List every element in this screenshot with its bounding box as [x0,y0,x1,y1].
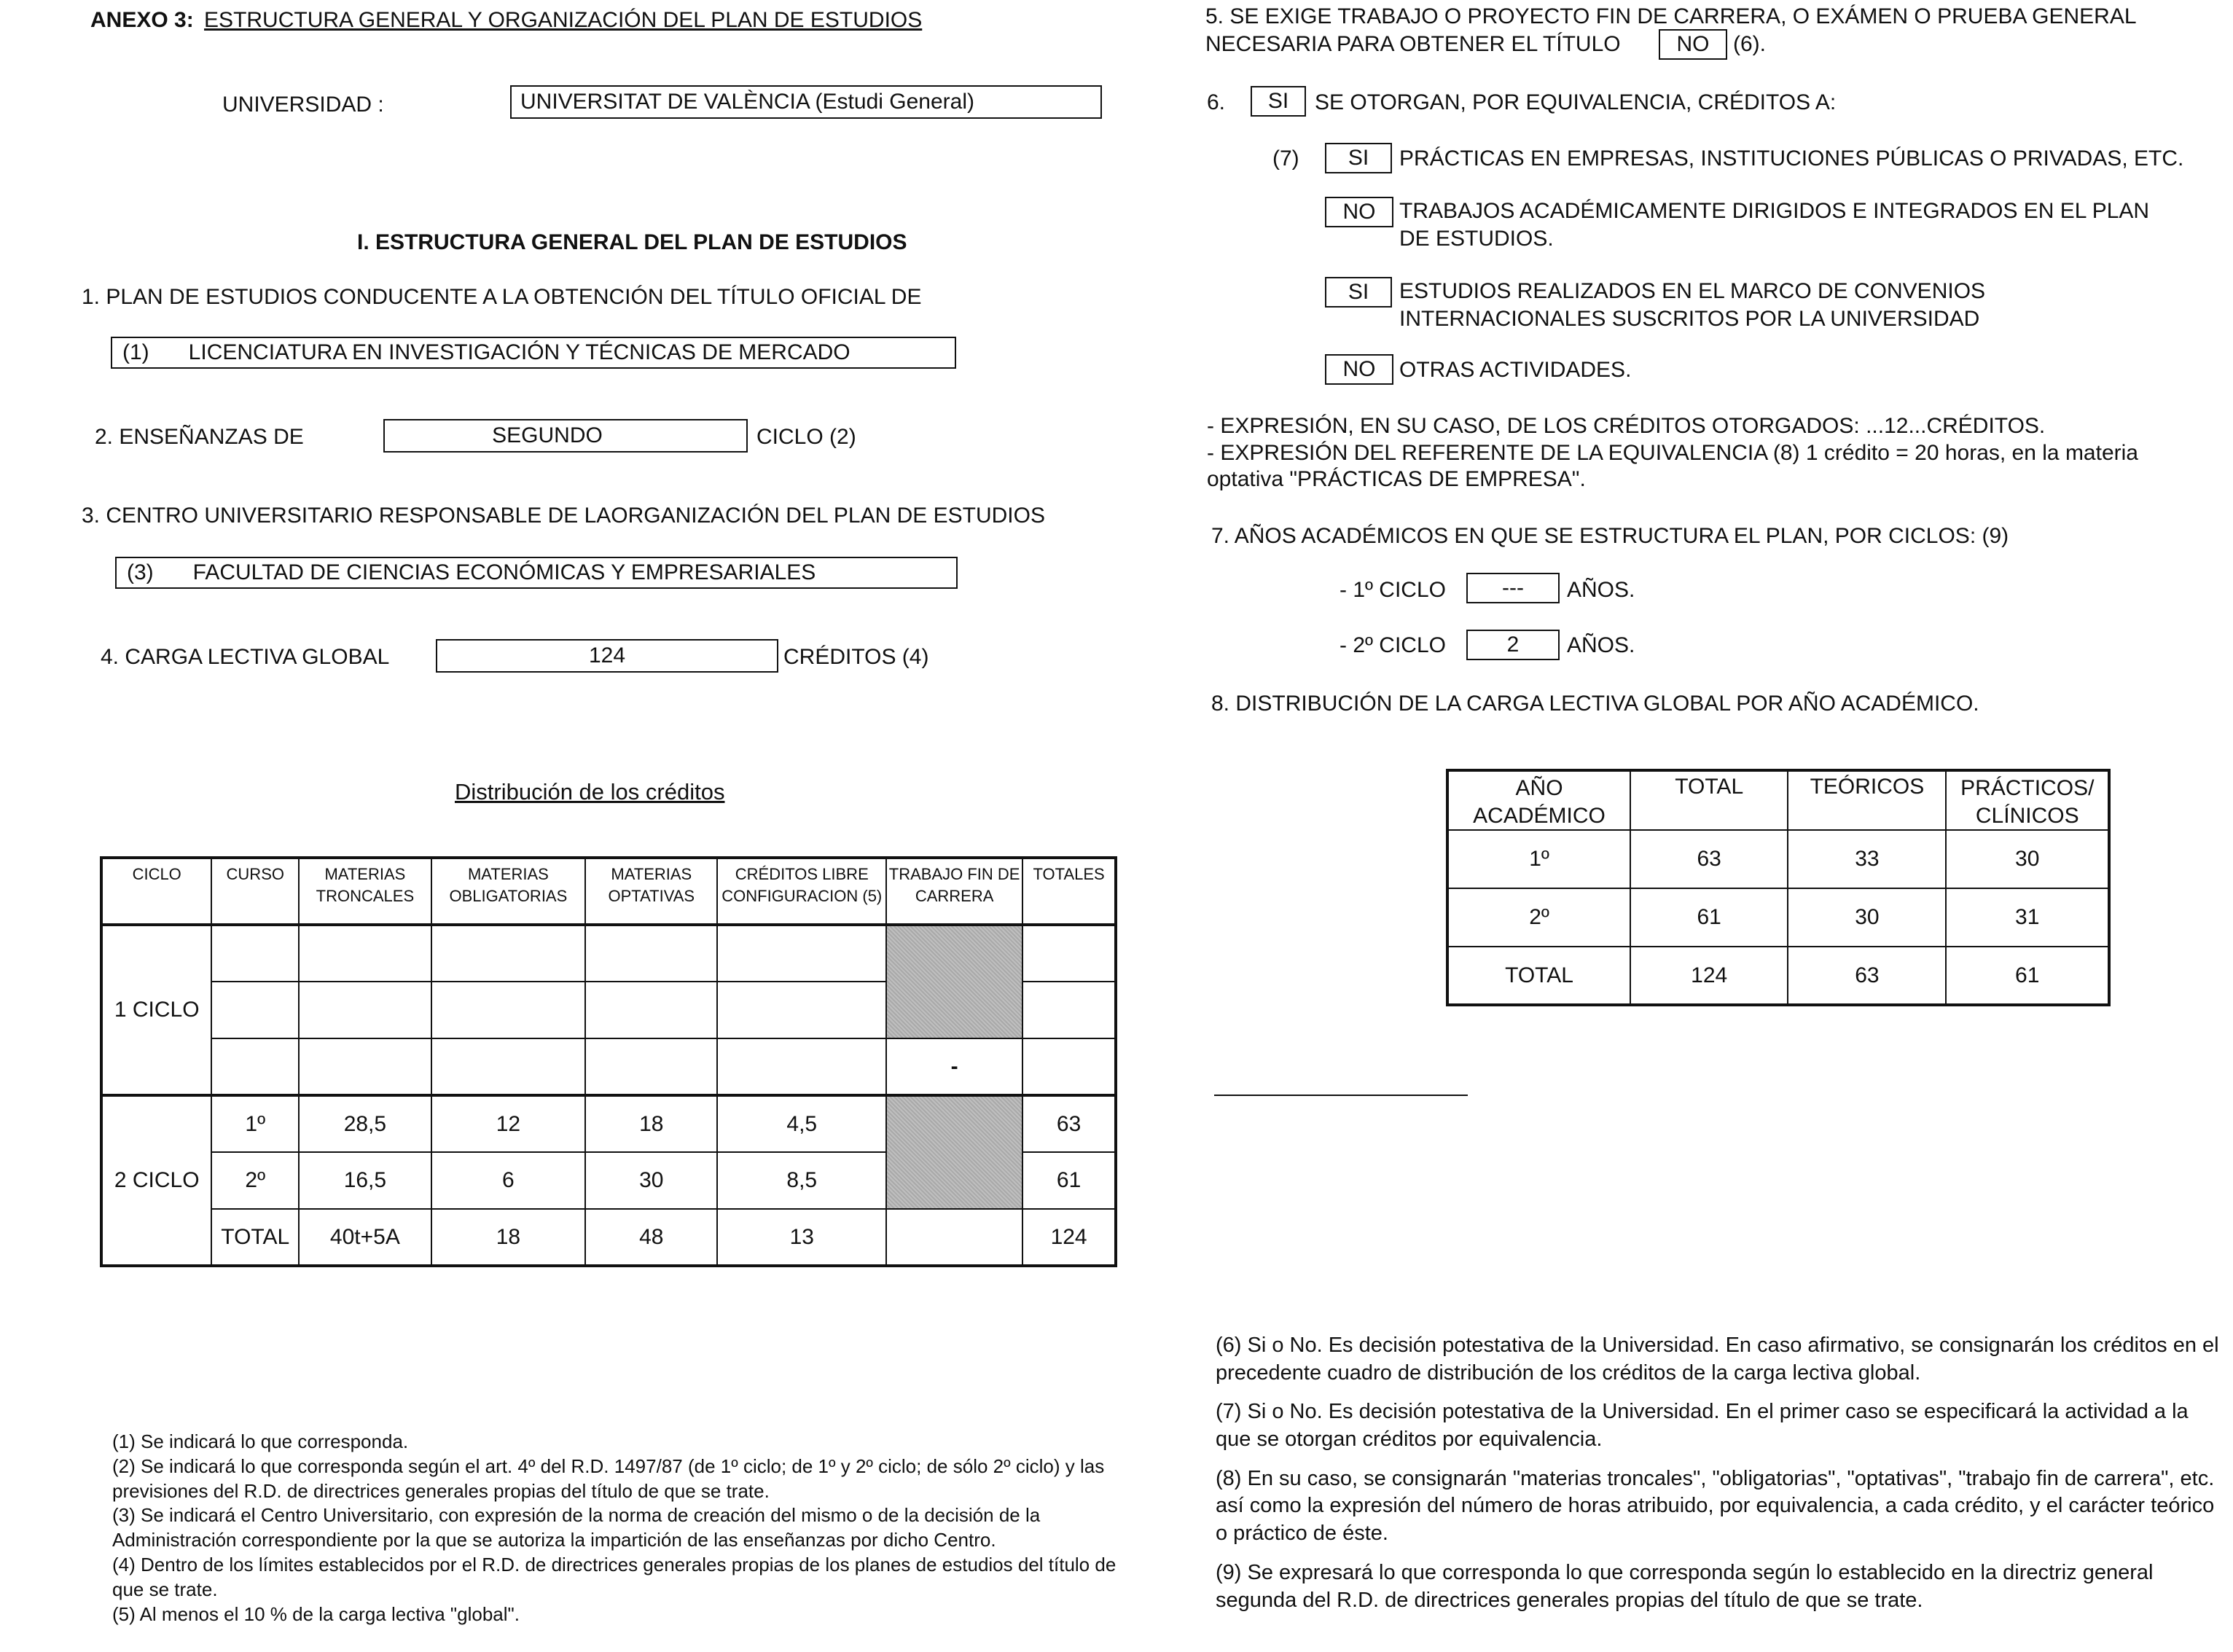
footnote: (8) En su caso, se consignarán "materias troncales", "obligatorias", "optativas", "trabajo fin de carrera", etc. así como la expresión del número de horas atribuido, por equivalencia, a cada crédito, y el carácter teórico o práctico de éste. [1216,1466,2215,1546]
table-row [1447,830,2109,888]
cell: 31 [1946,888,2109,947]
item8-text: 8. DISTRIBUCIÓN DE LA CARGA LECTIVA GLOBAL POR AÑO ACADÉMICO. [1211,692,1979,716]
center-value: FACULTAD DE CIENCIAS ECONÓMICAS Y EMPRESARIALES [192,560,816,584]
header-trabajo: TRABAJO FIN DE CARRERA [886,858,1022,925]
opt3-value: SI [1348,280,1369,304]
years-unit: AÑOS. [1567,578,1635,602]
opt-ref: (7) [1272,146,1299,171]
footnote-separator [1214,1095,1468,1096]
footnote: (2) Se indicará lo que corresponda según el art. 4º del R.D. 1497/87 (de 1º ciclo; de 1º y 2º ciclo; de sólo 2º ciclo) y las previsiones del R.D. de directrices generales propias del título de que se trate. [112,1455,1105,1502]
opt2-line1: TRABAJOS ACADÉMICAMENTE DIRIGIDOS E INTEGRADOS EN EL PLAN [1399,199,2150,223]
cell: 1º [1447,830,1630,888]
cycle2-label: 2 CICLO [101,1095,211,1266]
opt1-value: SI [1348,146,1369,170]
cell: 30 [585,1152,717,1209]
university-field [510,85,1102,119]
cell: TOTAL [211,1209,299,1266]
annex-header [90,7,922,34]
cell: 2º [1447,888,1630,947]
credit-distribution-table [100,856,1117,1267]
footnote: (1) Se indicará lo que corresponda. [112,1430,409,1452]
opt4-text: OTRAS ACTIVIDADES. [1399,358,1632,382]
cycle1-years-value: --- [1502,576,1524,600]
cell: 18 [431,1209,585,1266]
degree-value: LICENCIATURA EN INVESTIGACIÓN Y TÉCNICAS DE MERCADO [188,340,850,364]
cycle-value: SEGUNDO [492,423,603,447]
cell: 40t+5A [299,1209,431,1266]
cycle1-years-field [1466,573,1560,603]
years-unit: AÑOS. [1567,633,1635,657]
cell: 18 [585,1095,717,1152]
load-value: 124 [588,643,626,668]
left-footnotes [112,1430,1129,1626]
expr1: - EXPRESIÓN, EN SU CASO, DE LOS CRÉDITOS OTORGADOS: ...12...CRÉDITOS. [1207,414,2046,438]
annex-title: ESTRUCTURA GENERAL Y ORGANIZACIÓN DEL PLAN DE ESTUDIOS [204,8,923,32]
item4-suffix: CRÉDITOS (4) [783,645,929,669]
item5-line1: 5. SE EXIGE TRABAJO O PROYECTO FIN DE CARRERA, O EXÁMEN O PRUEBA GENERAL [1205,4,2137,28]
degree-ref: (1) [122,340,149,364]
cell: 63 [1788,947,1946,1005]
cell: 48 [585,1209,717,1266]
cell: 61 [1022,1152,1116,1209]
cell: 13 [717,1209,886,1266]
table-row [101,1209,1116,1266]
opt3-line1: ESTUDIOS REALIZADOS EN EL MARCO DE CONVENIOS [1399,279,1986,303]
table-row [1447,947,2109,1005]
center-field [115,557,958,589]
item5-value: NO [1676,32,1710,56]
cycle1-years-label: - 1º CICLO [1340,578,1446,602]
opt1-text: PRÁCTICAS EN EMPRESAS, INSTITUCIONES PÚBLICAS O PRIVADAS, ETC. [1399,146,2184,171]
table-row [101,1038,1116,1095]
cell: 16,5 [299,1152,431,1209]
header-total: TOTAL [1630,770,1788,830]
table-row [101,925,1116,982]
cell: 4,5 [717,1095,886,1152]
cell: 12 [431,1095,585,1152]
cell: TOTAL [1447,947,1630,1005]
header-practice: PRÁCTICOS/ CLÍNICOS [1946,770,2109,830]
cycle2-years-field [1466,630,1560,660]
university-label: UNIVERSIDAD : [222,93,384,117]
item2-label: 2. ENSEÑANZAS DE [95,425,304,449]
footnote: (7) Si o No. Es decisión potestativa de la Universidad. En el primer caso se especificará la actividad a la que se otorgan créditos por equivalencia. [1216,1400,2189,1452]
opt2-value: NO [1342,200,1376,224]
cell: 2º [211,1152,299,1209]
cycle2-years-value: 2 [1506,633,1520,657]
item6-field [1251,86,1306,117]
item1-text: 1. PLAN DE ESTUDIOS CONDUCENTE A LA OBTENCIÓN DEL TÍTULO OFICIAL DE [82,285,922,309]
shaded-cell [886,1095,1022,1209]
footnote: (9) Se expresará lo que corresponda lo que corresponda según lo establecido en la directriz general segunda del R.D. de directrices generales propias del título de que se trate. [1216,1560,2154,1612]
dist-title: Distribución de los créditos [455,779,725,805]
item3-text: 3. CENTRO UNIVERSITARIO RESPONSABLE DE LAORGANIZACIÓN DEL PLAN DE ESTUDIOS [82,504,1045,528]
item4-label: 4. CARGA LECTIVA GLOBAL [101,645,390,669]
cell: 124 [1630,947,1788,1005]
cell: 61 [1946,947,2109,1005]
cycle1-dash: - [886,1038,1022,1095]
table-row [1447,888,2109,947]
opt4-value: NO [1342,357,1376,381]
cell: 28,5 [299,1095,431,1152]
cell: 1º [211,1095,299,1152]
header-obligatorias: MATERIAS OBLIGATORIAS [431,858,585,925]
cell: 61 [1630,888,1788,947]
cell: 124 [1022,1209,1116,1266]
opt1-field [1325,143,1392,173]
cell: 6 [431,1152,585,1209]
degree-field [111,337,956,369]
right-footnotes [1216,1332,2221,1614]
cell: 8,5 [717,1152,886,1209]
item5-line2: NECESARIA PARA OBTENER EL TÍTULO [1205,32,1621,56]
footnote: (4) Dentro de los límites establecidos por el R.D. de directrices generales propias de los planes de estudios del título de que se trate. [112,1553,1116,1600]
item6-value: SI [1267,89,1289,113]
section-heading: I. ESTRUCTURA GENERAL DEL PLAN DE ESTUDIOS [357,230,907,254]
year-distribution-table [1446,769,2111,1006]
cell: 30 [1946,830,2109,888]
load-field [436,639,778,673]
opt2-line2: DE ESTUDIOS. [1399,227,1554,251]
header-totales: TOTALES [1022,858,1116,925]
item7-text: 7. AÑOS ACADÉMICOS EN QUE SE ESTRUCTURA EL PLAN, POR CICLOS: (9) [1211,524,2009,548]
cell: 30 [1788,888,1946,947]
opt3-field [1325,277,1392,308]
annex-label: ANEXO 3: [90,8,194,32]
cell: 63 [1630,830,1788,888]
expr2-line1: - EXPRESIÓN DEL REFERENTE DE LA EQUIVALENCIA (8) 1 crédito = 20 horas, en la materia [1207,441,2138,465]
opt2-field [1325,197,1393,227]
center-ref: (3) [127,560,154,584]
header-year: AÑO ACADÉMICO [1447,770,1630,830]
cycle-field [383,419,748,453]
table-row [101,1095,1116,1152]
item5-ref: (6). [1733,32,1766,56]
footnote: (5) Al menos el 10 % de la carga lectiva "global". [112,1602,520,1625]
cycle1-label: 1 CICLO [101,925,211,1095]
opt3-line2: INTERNACIONALES SUSCRITOS POR LA UNIVERSIDAD [1399,307,1980,331]
item6-text: SE OTORGAN, POR EQUIVALENCIA, CRÉDITOS A: [1315,90,1837,114]
footnote: (6) Si o No. Es decisión potestativa de la Universidad. En caso afirmativo, se consignarán los créditos en el precedente cuadro de distribución de los créditos de la carga lectiva global. [1216,1334,2219,1385]
cell: 33 [1788,830,1946,888]
header-ciclo: CICLO [101,858,211,925]
header-troncales: MATERIAS TRONCALES [299,858,431,925]
university-value: UNIVERSITAT DE VALÈNCIA (Estudi General) [520,90,974,114]
header-optativas: MATERIAS OPTATIVAS [585,858,717,925]
item5-field [1659,29,1727,60]
cell: 63 [1022,1095,1116,1152]
item6-num: 6. [1207,90,1226,114]
header-curso: CURSO [211,858,299,925]
footnote: (3) Se indicará el Centro Universitario, con expresión de la norma de creación del mismo o de la decisión de la Administración correspondiente por la que se autoriza la impartición de las enseñanzas por dicho Centro. [112,1504,1041,1551]
opt4-field [1325,354,1393,385]
expr2-line2: optativa "PRÁCTICAS DE EMPRESA". [1207,467,1586,491]
item2-suffix: CICLO (2) [756,425,856,449]
cycle2-years-label: - 2º CICLO [1340,633,1446,657]
header-theory: TEÓRICOS [1788,770,1946,830]
shaded-cell [886,925,1022,1038]
header-libre: CRÉDITOS LIBRE CONFIGURACION (5) [717,858,886,925]
